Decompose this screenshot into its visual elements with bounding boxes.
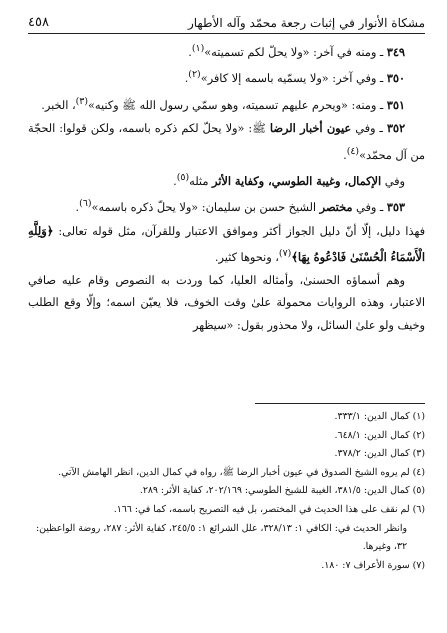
hadith-entry: ٣٥٢ ـ وفي عيون أخبار الرضا ﷺ: «ولا يحلّ لكم ذكره باسمه، ولكن قولوا: الحجّة من آل محمّد»$^{(٤)}$. — [28, 121, 425, 162]
page-number: ٤٥٨ — [28, 15, 49, 30]
footnotes — [28, 408, 425, 575]
footnote: (١) كمال الدين: ٣٣٣/١. — [334, 411, 425, 422]
main-text — [28, 38, 425, 337]
footnote: (٧) سورة الأعراف ٧: ١٨٠. — [321, 559, 425, 571]
footnote: (٥) كمال الدين: ٣٨١/٥، الغيبة للشيخ الطوسي: ٢٠٢/١٦٩، كفاية الأثر: ٢٨٩. — [139, 485, 425, 497]
body-paragraph: فهذا دليل، إلّا أنّ دليل الجواز أكثر وموافق الاعتبار وللقرآن، مثل قوله تعالى: ﴿وَلِلَّهِ الْأَسْمَاءُ الْحُسْنَىٰ فَادْعُوهُ بِهَا﴾$^{(٧)}$، ونحوها كثير. — [28, 223, 425, 265]
source-title: الإكمال، وغيبة الطوسي، وكفاية الأثر — [212, 173, 382, 188]
footnote-separator — [255, 403, 425, 404]
source-title: عيون أخبار الرضا — [269, 121, 352, 136]
footnote: (٦) لم نقف على هذا الحديث في المختصر، بل فيه التصريح باسمه، كما في: ١٦٦. — [113, 503, 425, 515]
hadith-entry: ٣٥١ ـ ومنه: «ويحرم عليهم تسميته، وهو سمّي رسول الله ﷺ وكنيه»$^{(٣)}$، الخبر. — [41, 95, 405, 112]
hadith-entry: وفي الإكمال، وغيبة الطوسي، وكفاية الأثر مثله$^{(٥)}$. — [173, 172, 405, 188]
running-header — [28, 8, 425, 34]
body-paragraph: وهم أسماؤه الحسنىٰ، وأمثاله العليا، كما وردت به النصوص وقام عليه صافي الاعتبار، وهذه الروايات محمولة علىٰ وقت الخوف، فلا يعيّن اسمه؛ وإلّا وقع الطلب وخيف ولو علىٰ السائل، ولا محذور بقول: «سيظهر — [28, 273, 425, 332]
hadith-entry: ٣٤٩ ـ ومنه في آخر: «ولا يحلّ لكم تسميته»$^{(١)}$. — [188, 43, 405, 59]
footnote-continuation: وانظر الحديث في: الكافي ١: ٣٢٨/١٣، علل الشرائع ١: ٢٤٥/٥، كفاية الأثر: ٢٨٧، روضة الواعظين: ٣٢، وغيرها. — [35, 522, 407, 553]
source-title: مختصر — [319, 200, 353, 215]
footnote: (٣) كمال الدين: ٣٧٨/٢. — [334, 448, 425, 460]
hadith-entry: ٣٥٣ ـ وفي مختصر الشيخ حسن بن سليمان: «ولا يحلّ ذكره باسمه»$^{(٦)}$. — [75, 198, 405, 215]
running-title: مشكاة الأنوار في إثبات رجعة محمّد وآله الأطهار — [187, 16, 425, 30]
quran-verse: ﴿وَلِلَّهِ الْأَسْمَاءُ الْحُسْنَىٰ فَادْعُوهُ بِهَا﴾ — [28, 223, 425, 265]
footnote: (٤) لم يروه الشيخ الصدوق في عيون أخبار الرضا ﷺ، رواه في كمال الدين، انظر الهامش الآتي. — [58, 466, 425, 478]
footnote: (٢) كمال الدين: ٦٤٨/١. — [334, 429, 425, 441]
hadith-entry: ٣٥٠ ـ وفي آخر: «ولا يسمّيه باسمه إلا كافر»$^{(٢)}$. — [184, 69, 405, 86]
